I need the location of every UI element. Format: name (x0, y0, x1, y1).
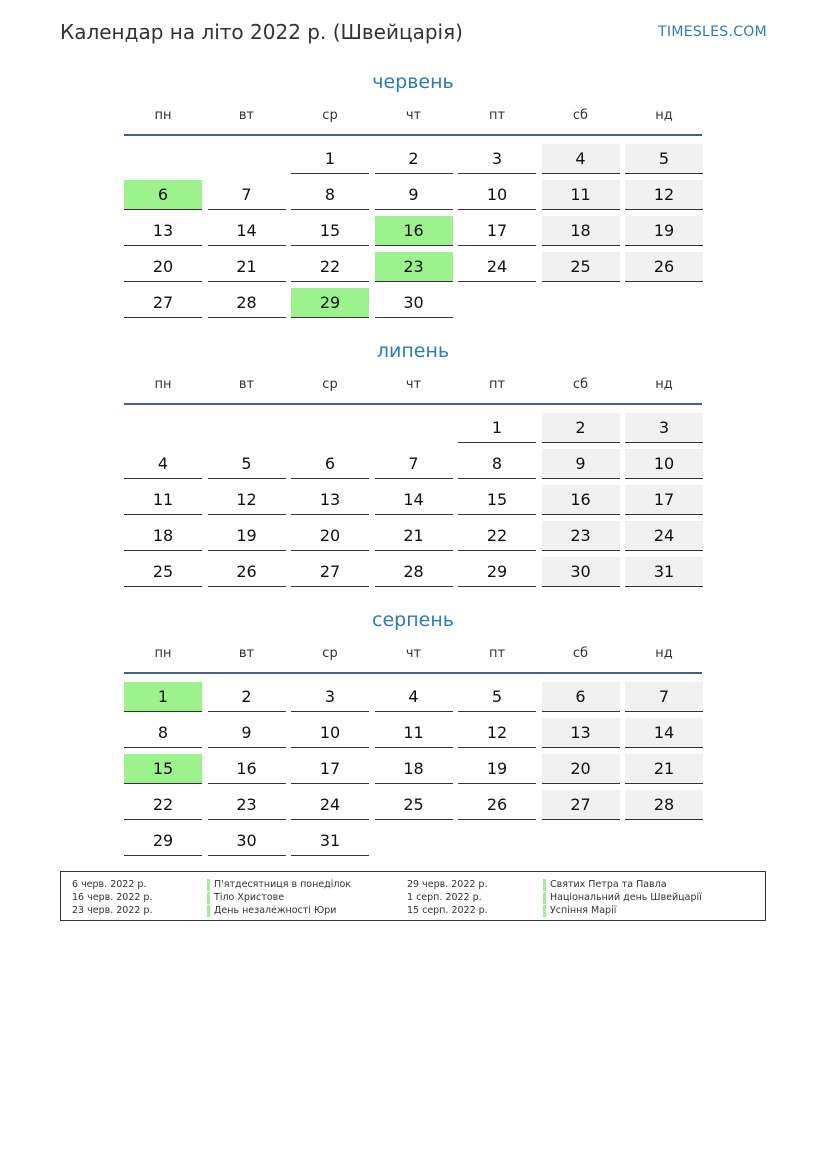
weekday-label: пн (154, 108, 172, 123)
day-cell: 14 (375, 485, 453, 515)
day-cell: 8 (458, 449, 536, 479)
day-cell: 27 (542, 790, 620, 820)
holiday-day-cell: 15 (124, 754, 202, 784)
holiday-day-cell: 16 (375, 216, 453, 246)
day-cell: 11 (375, 718, 453, 748)
weekday-label: чт (405, 108, 422, 123)
weekday-label: пт (488, 108, 506, 123)
weekday-label: сб (572, 646, 589, 661)
holiday-day-cell: 1 (124, 682, 202, 712)
day-cell: 22 (291, 252, 369, 282)
day-cell: 9 (542, 449, 620, 479)
day-cell: 21 (208, 252, 286, 282)
day-cell: 13 (124, 216, 202, 246)
day-cell: 14 (625, 718, 703, 748)
day-cell: 18 (375, 754, 453, 784)
day-cell: 29 (124, 826, 202, 856)
weekday-label: пт (488, 377, 506, 392)
day-cell: 15 (458, 485, 536, 515)
day-cell: 4 (542, 144, 620, 174)
day-cell: 16 (208, 754, 286, 784)
legend-date: 15 серп. 2022 р. (407, 905, 488, 916)
weekday-label: чт (405, 646, 422, 661)
day-cell: 3 (458, 144, 536, 174)
day-cell: 19 (458, 754, 536, 784)
day-cell: 17 (291, 754, 369, 784)
day-cell: 25 (542, 252, 620, 282)
month-name: червень (372, 71, 454, 93)
day-cell: 25 (375, 790, 453, 820)
page-title: Календар на літо 2022 р. (Швейцарія) (60, 20, 463, 44)
holiday-legend (60, 871, 766, 921)
weekday-label: пн (154, 377, 172, 392)
weekday-label: сб (572, 108, 589, 123)
day-cell: 12 (458, 718, 536, 748)
day-cell: 26 (208, 557, 286, 587)
month-name: серпень (372, 609, 454, 631)
day-cell: 30 (208, 826, 286, 856)
day-cell: 28 (375, 557, 453, 587)
day-cell: 4 (375, 682, 453, 712)
day-cell: 5 (625, 144, 703, 174)
day-cell: 6 (291, 449, 369, 479)
legend-date: 29 черв. 2022 р. (407, 879, 488, 890)
day-cell: 20 (291, 521, 369, 551)
day-cell: 2 (208, 682, 286, 712)
weekday-label: нд (655, 108, 673, 123)
day-cell: 1 (291, 144, 369, 174)
legend-date: 1 серп. 2022 р. (407, 892, 482, 903)
weekday-label: сб (572, 377, 589, 392)
day-cell: 5 (458, 682, 536, 712)
day-cell: 7 (208, 180, 286, 210)
legend-holiday-name: Успіння Марії (543, 905, 616, 917)
weekday-header (124, 108, 702, 128)
day-cell: 18 (124, 521, 202, 551)
holiday-day-cell: 29 (291, 288, 369, 318)
legend-holiday-name: День незалежності Юри (207, 905, 336, 917)
day-cell: 24 (291, 790, 369, 820)
day-cell: 28 (208, 288, 286, 318)
day-cell: 12 (625, 180, 703, 210)
day-cell: 12 (208, 485, 286, 515)
day-cell: 31 (625, 557, 703, 587)
day-cell: 22 (124, 790, 202, 820)
day-cell: 1 (458, 413, 536, 443)
day-cell: 20 (542, 754, 620, 784)
weekday-label: вт (238, 108, 255, 123)
day-cell: 3 (625, 413, 703, 443)
day-cell: 9 (375, 180, 453, 210)
weekday-label: вт (238, 377, 255, 392)
day-cell: 11 (124, 485, 202, 515)
day-cell: 17 (625, 485, 703, 515)
weekday-header (124, 646, 702, 666)
day-cell: 7 (625, 682, 703, 712)
day-cell: 21 (625, 754, 703, 784)
day-cell: 30 (542, 557, 620, 587)
weekday-label: ср (322, 108, 338, 123)
day-cell: 21 (375, 521, 453, 551)
day-cell: 30 (375, 288, 453, 318)
day-cell: 2 (375, 144, 453, 174)
weekday-label: ср (322, 646, 338, 661)
day-cell: 10 (625, 449, 703, 479)
day-cell: 19 (208, 521, 286, 551)
day-cell: 16 (542, 485, 620, 515)
legend-holiday-name: Святих Петра та Павла (543, 879, 667, 891)
weekday-label: ср (322, 377, 338, 392)
header-divider (124, 403, 702, 405)
day-cell: 13 (542, 718, 620, 748)
day-cell: 10 (458, 180, 536, 210)
weekday-label: нд (655, 646, 673, 661)
holiday-day-cell: 6 (124, 180, 202, 210)
day-cell: 23 (208, 790, 286, 820)
day-cell: 9 (208, 718, 286, 748)
day-cell: 15 (291, 216, 369, 246)
day-cell: 26 (458, 790, 536, 820)
day-cell: 5 (208, 449, 286, 479)
day-cell: 3 (291, 682, 369, 712)
weekday-label: вт (238, 646, 255, 661)
legend-date: 6 черв. 2022 р. (72, 879, 147, 890)
day-cell: 19 (625, 216, 703, 246)
day-cell: 8 (291, 180, 369, 210)
day-cell: 27 (124, 288, 202, 318)
day-cell: 4 (124, 449, 202, 479)
day-cell: 20 (124, 252, 202, 282)
legend-holiday-name: Національний день Швейцарії (543, 892, 702, 904)
day-cell: 6 (542, 682, 620, 712)
day-cell: 14 (208, 216, 286, 246)
day-cell: 26 (625, 252, 703, 282)
header-divider (124, 134, 702, 136)
day-cell: 7 (375, 449, 453, 479)
day-cell: 18 (542, 216, 620, 246)
legend-holiday-name: П'ятдесятниця в понеділок (207, 879, 351, 891)
day-cell: 23 (542, 521, 620, 551)
day-cell: 28 (625, 790, 703, 820)
brand-link[interactable]: TIMESLES.COM (658, 24, 767, 40)
header-divider (124, 672, 702, 674)
holiday-day-cell: 23 (375, 252, 453, 282)
legend-holiday-name: Тіло Христове (207, 892, 284, 904)
day-cell: 25 (124, 557, 202, 587)
legend-date: 23 черв. 2022 р. (72, 905, 153, 916)
weekday-label: пн (154, 646, 172, 661)
weekday-label: чт (405, 377, 422, 392)
weekday-label: нд (655, 377, 673, 392)
day-cell: 2 (542, 413, 620, 443)
day-cell: 10 (291, 718, 369, 748)
day-cell: 13 (291, 485, 369, 515)
weekday-label: пт (488, 646, 506, 661)
day-cell: 24 (625, 521, 703, 551)
day-cell: 11 (542, 180, 620, 210)
day-cell: 22 (458, 521, 536, 551)
day-cell: 31 (291, 826, 369, 856)
day-cell: 24 (458, 252, 536, 282)
day-cell: 27 (291, 557, 369, 587)
day-cell: 8 (124, 718, 202, 748)
day-cell: 29 (458, 557, 536, 587)
day-cell: 17 (458, 216, 536, 246)
legend-date: 16 черв. 2022 р. (72, 892, 153, 903)
month-name: липень (376, 340, 450, 362)
weekday-header (124, 377, 702, 397)
